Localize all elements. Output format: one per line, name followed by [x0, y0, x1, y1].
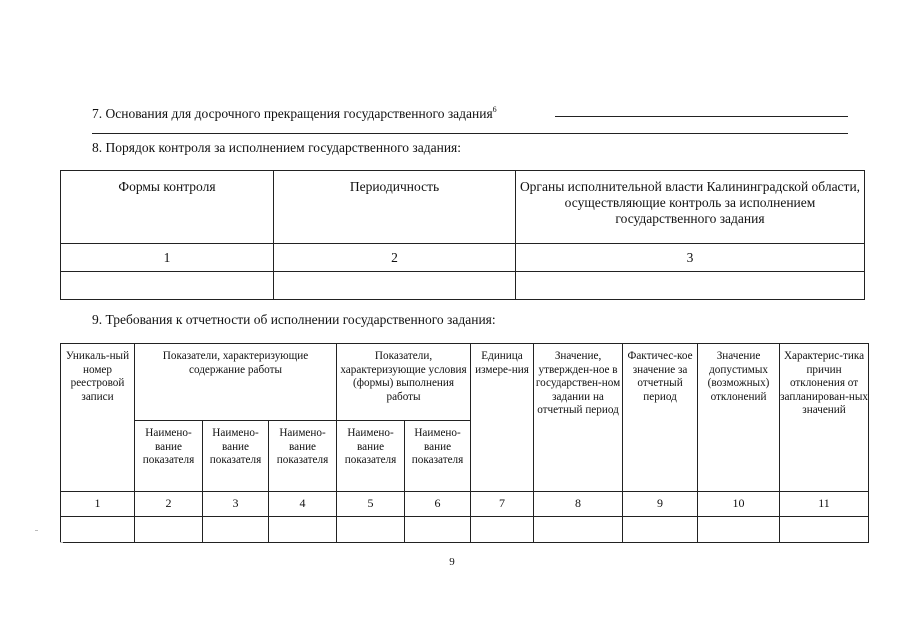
section-7-fill-line-2	[92, 133, 848, 134]
header-work-conditions: Показатели, характеризующие условия (формы) выполнения работы	[337, 344, 471, 421]
subheader-indicator-name: Наимено-вание показателя	[405, 421, 471, 492]
empty-cell	[203, 517, 269, 543]
empty-cell	[61, 272, 274, 300]
footnote-marker: 6	[492, 105, 497, 114]
col-number: 3	[516, 244, 865, 272]
empty-cell	[135, 517, 203, 543]
subheader-indicator-name: Наимено-вание показателя	[269, 421, 337, 492]
control-table-empty-row	[61, 272, 865, 300]
col-number: 8	[534, 492, 623, 517]
empty-cell	[269, 517, 337, 543]
header-actual-value: Фактичес-кое значение за отчетный период	[623, 344, 698, 492]
reporting-table	[60, 343, 869, 543]
header-allowed-deviation: Значение допустимых (возможных) отклонений	[698, 344, 780, 492]
subheader-indicator-name: Наимено-вание показателя	[337, 421, 405, 492]
empty-cell	[516, 272, 865, 300]
header-unique-number: Уникаль-ный номер реестровой записи	[61, 344, 135, 492]
section-8-title: 8. Порядок контроля за исполнением государственного задания:	[92, 140, 462, 155]
col-number: 6	[405, 492, 471, 517]
reporting-header-row	[61, 344, 869, 421]
section-7-text: 7. Основания для досрочного прекращения государственного задания$^6$	[92, 105, 497, 121]
col-number: 1	[61, 492, 135, 517]
subheader-indicator-name: Наимено-вание показателя	[135, 421, 203, 492]
header-unit: Единица измере-ния	[471, 344, 534, 492]
empty-cell	[471, 517, 534, 543]
section-9-title: 9. Требования к отчетности об исполнении государственного задания:	[92, 312, 496, 327]
col-number: 9	[623, 492, 698, 517]
page-number: 9	[449, 556, 455, 568]
scan-speck	[35, 530, 38, 531]
section-7-fill-line	[555, 116, 848, 117]
empty-cell	[534, 517, 623, 543]
empty-cell	[61, 517, 135, 543]
empty-cell	[698, 517, 780, 543]
empty-cell	[405, 517, 471, 543]
header-periodicity: Периодичность	[274, 171, 516, 244]
empty-cell	[274, 272, 516, 300]
col-number: 3	[203, 492, 269, 517]
header-control-bodies: Органы исполнительной власти Калининградской области, осуществляющие контроль за исполнением государственного задания	[516, 171, 865, 244]
header-control-forms: Формы контроля	[61, 171, 274, 244]
control-table-header-row	[61, 171, 865, 244]
header-approved-value: Значение, утвержден-ное в государствен-ном задании на отчетный период	[534, 344, 623, 492]
control-table	[60, 170, 865, 300]
col-number: 1	[61, 244, 274, 272]
col-number: 5	[337, 492, 405, 517]
col-number: 2	[135, 492, 203, 517]
col-number: 2	[274, 244, 516, 272]
col-number: 11	[780, 492, 869, 517]
subheader-indicator-name: Наимено-вание показателя	[203, 421, 269, 492]
scan-speck	[60, 542, 63, 543]
empty-cell	[623, 517, 698, 543]
col-number: 7	[471, 492, 534, 517]
header-work-content: Показатели, характеризующие содержание работы	[135, 344, 337, 421]
empty-cell	[337, 517, 405, 543]
reporting-empty-row	[61, 517, 869, 543]
control-table-number-row	[61, 244, 865, 272]
header-reasons: Характерис-тика причин отклонения от запланирован-ных значений	[780, 344, 869, 492]
col-number: 4	[269, 492, 337, 517]
col-number: 10	[698, 492, 780, 517]
reporting-number-row	[61, 492, 869, 517]
empty-cell	[780, 517, 869, 543]
